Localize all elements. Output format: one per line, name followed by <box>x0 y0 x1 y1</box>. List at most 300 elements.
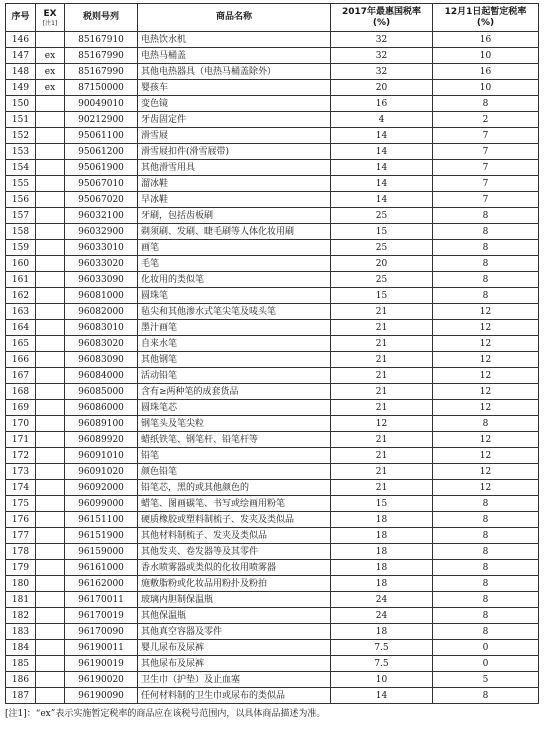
cell-name: 其他尿布及尿裤 <box>138 656 331 672</box>
cell-code: 96083090 <box>65 352 138 368</box>
table-row <box>6 512 539 528</box>
cell-code: 96081000 <box>65 288 138 304</box>
cell-code: 96032900 <box>65 224 138 240</box>
cell-rate-new: 2 <box>433 112 539 128</box>
cell-seq: 174 <box>6 480 36 496</box>
cell-seq: 151 <box>6 112 36 128</box>
table-row <box>6 592 539 608</box>
cell-rate-2017: 21 <box>331 352 433 368</box>
cell-rate-2017: 4 <box>331 112 433 128</box>
cell-rate-new: 8 <box>433 272 539 288</box>
cell-name: 牙齿固定件 <box>138 112 331 128</box>
cell-code: 96170011 <box>65 592 138 608</box>
cell-rate-2017: 15 <box>331 288 433 304</box>
cell-rate-2017: 18 <box>331 512 433 528</box>
cell-code: 90212900 <box>65 112 138 128</box>
cell-ex <box>36 528 65 544</box>
cell-seq: 158 <box>6 224 36 240</box>
cell-name: 其他电热器具（电热马桶盖除外） <box>138 64 331 80</box>
cell-rate-new: 8 <box>433 208 539 224</box>
table-row <box>6 160 539 176</box>
cell-name: 自来水笔 <box>138 336 331 352</box>
cell-seq: 178 <box>6 544 36 560</box>
cell-name: 蜡纸铁笔、钢笔杆、铅笔杆等 <box>138 432 331 448</box>
cell-seq: 162 <box>6 288 36 304</box>
cell-rate-2017: 18 <box>331 624 433 640</box>
cell-rate-2017: 14 <box>331 160 433 176</box>
cell-rate-new: 8 <box>433 96 539 112</box>
cell-seq: 173 <box>6 464 36 480</box>
cell-rate-new: 12 <box>433 448 539 464</box>
cell-rate-new: 8 <box>433 416 539 432</box>
cell-ex <box>36 464 65 480</box>
cell-rate-2017: 25 <box>331 208 433 224</box>
table-row <box>6 144 539 160</box>
cell-rate-new: 8 <box>433 544 539 560</box>
cell-rate-2017: 15 <box>331 496 433 512</box>
cell-code: 96091010 <box>65 448 138 464</box>
cell-code: 96159000 <box>65 544 138 560</box>
cell-code: 96089100 <box>65 416 138 432</box>
cell-rate-2017: 18 <box>331 544 433 560</box>
cell-rate-new: 8 <box>433 288 539 304</box>
cell-name: 墨汁画笔 <box>138 320 331 336</box>
cell-code: 96190019 <box>65 656 138 672</box>
cell-seq: 164 <box>6 320 36 336</box>
cell-rate-new: 8 <box>433 240 539 256</box>
cell-seq: 168 <box>6 384 36 400</box>
cell-seq: 167 <box>6 368 36 384</box>
cell-code: 96092000 <box>65 480 138 496</box>
cell-code: 85167910 <box>65 32 138 48</box>
cell-name: 其他保温瓶 <box>138 608 331 624</box>
cell-ex <box>36 304 65 320</box>
cell-rate-2017: 32 <box>331 48 433 64</box>
cell-name: 其他滑雪用具 <box>138 160 331 176</box>
table-header-row <box>6 4 539 32</box>
cell-name: 香水喷雾器或类似的化妆用喷雾器 <box>138 560 331 576</box>
header-rate-new <box>433 4 539 32</box>
cell-ex <box>36 256 65 272</box>
table-row <box>6 32 539 48</box>
cell-rate-2017: 14 <box>331 144 433 160</box>
cell-rate-new: 8 <box>433 624 539 640</box>
cell-seq: 160 <box>6 256 36 272</box>
header-rate-new-label: 12月1日起暂定税率 <box>444 6 527 17</box>
cell-rate-2017: 21 <box>331 304 433 320</box>
cell-ex <box>36 96 65 112</box>
cell-rate-new: 5 <box>433 672 539 688</box>
cell-rate-2017: 15 <box>331 224 433 240</box>
cell-rate-2017: 7.5 <box>331 656 433 672</box>
cell-code: 96190020 <box>65 672 138 688</box>
table-row <box>6 416 539 432</box>
cell-code: 96083010 <box>65 320 138 336</box>
cell-code: 96099000 <box>65 496 138 512</box>
cell-rate-2017: 20 <box>331 256 433 272</box>
table-row <box>6 688 539 704</box>
cell-name: 圆珠笔芯 <box>138 400 331 416</box>
table-row <box>6 224 539 240</box>
cell-name: 滑雪屐扣件(滑雪屐带) <box>138 144 331 160</box>
cell-name: 其他钢笔 <box>138 352 331 368</box>
cell-ex <box>36 352 65 368</box>
cell-name: 毛笔 <box>138 256 331 272</box>
table-row <box>6 400 539 416</box>
table-row <box>6 432 539 448</box>
cell-seq: 150 <box>6 96 36 112</box>
cell-rate-2017: 21 <box>331 368 433 384</box>
cell-code: 95067020 <box>65 192 138 208</box>
cell-code: 87150000 <box>65 80 138 96</box>
cell-seq: 170 <box>6 416 36 432</box>
cell-ex <box>36 512 65 528</box>
cell-rate-2017: 21 <box>331 384 433 400</box>
cell-rate-new: 8 <box>433 512 539 528</box>
cell-rate-2017: 25 <box>331 272 433 288</box>
cell-name: 其他材料制梳子、发夹及类似品 <box>138 528 331 544</box>
cell-rate-2017: 18 <box>331 576 433 592</box>
cell-ex <box>36 656 65 672</box>
cell-rate-new: 8 <box>433 560 539 576</box>
cell-code: 95061200 <box>65 144 138 160</box>
cell-ex <box>36 448 65 464</box>
table-row <box>6 192 539 208</box>
cell-rate-new: 8 <box>433 528 539 544</box>
cell-ex: ex <box>36 64 65 80</box>
cell-name: 其他真空容器及零件 <box>138 624 331 640</box>
cell-code: 96161000 <box>65 560 138 576</box>
cell-code: 96190011 <box>65 640 138 656</box>
table-row <box>6 672 539 688</box>
header-name: 商品名称 <box>138 4 331 32</box>
cell-ex <box>36 496 65 512</box>
table-row <box>6 560 539 576</box>
cell-ex <box>36 672 65 688</box>
cell-rate-new: 8 <box>433 576 539 592</box>
cell-name: 铅笔 <box>138 448 331 464</box>
cell-rate-2017: 32 <box>331 32 433 48</box>
table-row <box>6 288 539 304</box>
cell-code: 85167990 <box>65 64 138 80</box>
cell-code: 96162000 <box>65 576 138 592</box>
cell-rate-2017: 21 <box>331 336 433 352</box>
table-row <box>6 656 539 672</box>
table-row <box>6 240 539 256</box>
cell-code: 96083020 <box>65 336 138 352</box>
cell-code: 90049010 <box>65 96 138 112</box>
cell-seq: 152 <box>6 128 36 144</box>
cell-rate-new: 12 <box>433 480 539 496</box>
cell-rate-new: 8 <box>433 256 539 272</box>
table-row <box>6 320 539 336</box>
cell-code: 95061100 <box>65 128 138 144</box>
cell-rate-2017: 21 <box>331 448 433 464</box>
table-row <box>6 608 539 624</box>
cell-rate-new: 7 <box>433 192 539 208</box>
cell-name: 早冰鞋 <box>138 192 331 208</box>
cell-rate-new: 8 <box>433 496 539 512</box>
header-ex <box>36 4 65 32</box>
cell-rate-2017: 24 <box>331 592 433 608</box>
cell-seq: 149 <box>6 80 36 96</box>
header-rate-2017-label: 2017年最惠国税率 <box>341 6 422 17</box>
cell-rate-2017: 10 <box>331 672 433 688</box>
cell-ex <box>36 624 65 640</box>
cell-seq: 177 <box>6 528 36 544</box>
cell-ex <box>36 192 65 208</box>
header-seq: 序号 <box>6 4 36 32</box>
cell-seq: 180 <box>6 576 36 592</box>
cell-ex <box>36 208 65 224</box>
cell-rate-2017: 14 <box>331 176 433 192</box>
cell-name: 钢笔头及笔尖粒 <box>138 416 331 432</box>
table-row <box>6 176 539 192</box>
cell-rate-new: 16 <box>433 64 539 80</box>
cell-seq: 181 <box>6 592 36 608</box>
cell-name: 溜冰鞋 <box>138 176 331 192</box>
header-ex-note: [注1] <box>42 19 58 27</box>
cell-code: 96032100 <box>65 208 138 224</box>
cell-ex <box>36 544 65 560</box>
table-row <box>6 64 539 80</box>
cell-ex <box>36 272 65 288</box>
cell-rate-2017: 18 <box>331 560 433 576</box>
cell-seq: 147 <box>6 48 36 64</box>
cell-rate-new: 8 <box>433 592 539 608</box>
cell-rate-2017: 18 <box>331 528 433 544</box>
cell-code: 96033010 <box>65 240 138 256</box>
cell-ex <box>36 32 65 48</box>
table-row <box>6 448 539 464</box>
footnote: [注1]：“ex”表示实施暂定税率的商品应在该税号范围内，以具体商品描述为准。 <box>5 709 326 719</box>
cell-seq: 182 <box>6 608 36 624</box>
cell-code: 96089920 <box>65 432 138 448</box>
table-row <box>6 80 539 96</box>
cell-name: 毡尖和其他渗水式笔尖笔及唛头笔 <box>138 304 331 320</box>
cell-ex <box>36 688 65 704</box>
table-row <box>6 576 539 592</box>
cell-ex <box>36 480 65 496</box>
table-row <box>6 336 539 352</box>
cell-ex <box>36 160 65 176</box>
cell-ex <box>36 592 65 608</box>
cell-name: 施敷脂粉或化妆品用粉扑及粉拍 <box>138 576 331 592</box>
cell-rate-new: 12 <box>433 400 539 416</box>
cell-rate-new: 12 <box>433 368 539 384</box>
cell-seq: 161 <box>6 272 36 288</box>
table-row <box>6 480 539 496</box>
cell-seq: 148 <box>6 64 36 80</box>
cell-rate-new: 12 <box>433 304 539 320</box>
cell-rate-new: 12 <box>433 336 539 352</box>
tariff-table <box>5 3 539 704</box>
cell-seq: 159 <box>6 240 36 256</box>
cell-seq: 176 <box>6 512 36 528</box>
cell-rate-2017: 20 <box>331 80 433 96</box>
cell-rate-2017: 21 <box>331 464 433 480</box>
header-rate-2017 <box>331 4 433 32</box>
cell-ex <box>36 400 65 416</box>
cell-seq: 171 <box>6 432 36 448</box>
cell-ex <box>36 320 65 336</box>
cell-code: 96190090 <box>65 688 138 704</box>
cell-ex <box>36 640 65 656</box>
cell-name: 卫生巾（护垫）及止血塞 <box>138 672 331 688</box>
cell-rate-2017: 12 <box>331 416 433 432</box>
header-rate-new-unit: (%) <box>476 17 495 28</box>
cell-seq: 146 <box>6 32 36 48</box>
cell-seq: 166 <box>6 352 36 368</box>
cell-seq: 165 <box>6 336 36 352</box>
cell-seq: 154 <box>6 160 36 176</box>
cell-rate-new: 8 <box>433 608 539 624</box>
cell-name: 玻璃内胆制保温瓶 <box>138 592 331 608</box>
cell-rate-2017: 32 <box>331 64 433 80</box>
cell-rate-2017: 24 <box>331 608 433 624</box>
cell-rate-new: 12 <box>433 432 539 448</box>
tariff-table-container <box>5 3 539 704</box>
cell-name: 剃须刷、发刷、睫毛刷等人体化妆用刷 <box>138 224 331 240</box>
cell-seq: 156 <box>6 192 36 208</box>
table-row <box>6 352 539 368</box>
cell-name: 化妆用的类似笔 <box>138 272 331 288</box>
cell-seq: 184 <box>6 640 36 656</box>
cell-ex <box>36 576 65 592</box>
cell-name: 牙刷，包括齿板刷 <box>138 208 331 224</box>
header-ex-label: EX <box>43 8 57 19</box>
cell-name: 其他发夹、卷发器等及其零件 <box>138 544 331 560</box>
cell-seq: 175 <box>6 496 36 512</box>
cell-rate-new: 7 <box>433 128 539 144</box>
cell-rate-2017: 14 <box>331 688 433 704</box>
cell-seq: 163 <box>6 304 36 320</box>
table-body <box>6 32 539 704</box>
table-row <box>6 544 539 560</box>
cell-rate-2017: 14 <box>331 192 433 208</box>
cell-name: 铅笔芯，黑的或其他颜色的 <box>138 480 331 496</box>
cell-seq: 169 <box>6 400 36 416</box>
cell-name: 画笔 <box>138 240 331 256</box>
cell-name: 变色镜 <box>138 96 331 112</box>
cell-code: 96086000 <box>65 400 138 416</box>
cell-rate-new: 10 <box>433 80 539 96</box>
cell-ex <box>36 336 65 352</box>
table-row <box>6 48 539 64</box>
cell-rate-2017: 21 <box>331 432 433 448</box>
cell-code: 96085000 <box>65 384 138 400</box>
cell-rate-new: 0 <box>433 656 539 672</box>
cell-rate-new: 8 <box>433 224 539 240</box>
cell-name: 任何材料制的卫生巾或尿布的类似品 <box>138 688 331 704</box>
cell-name: 颜色铅笔 <box>138 464 331 480</box>
cell-ex <box>36 144 65 160</box>
cell-code: 96033020 <box>65 256 138 272</box>
cell-name: 婴儿尿布及尿裤 <box>138 640 331 656</box>
cell-seq: 172 <box>6 448 36 464</box>
cell-rate-new: 12 <box>433 320 539 336</box>
cell-seq: 183 <box>6 624 36 640</box>
cell-seq: 157 <box>6 208 36 224</box>
cell-code: 95067010 <box>65 176 138 192</box>
cell-ex <box>36 224 65 240</box>
table-row <box>6 368 539 384</box>
cell-rate-2017: 25 <box>331 240 433 256</box>
cell-ex: ex <box>36 48 65 64</box>
cell-code: 96084000 <box>65 368 138 384</box>
cell-rate-2017: 16 <box>331 96 433 112</box>
cell-rate-new: 10 <box>433 48 539 64</box>
cell-ex <box>36 128 65 144</box>
cell-rate-new: 8 <box>433 688 539 704</box>
table-row <box>6 464 539 480</box>
cell-code: 96170019 <box>65 608 138 624</box>
cell-seq: 153 <box>6 144 36 160</box>
cell-rate-2017: 21 <box>331 480 433 496</box>
cell-rate-new: 7 <box>433 160 539 176</box>
cell-ex <box>36 416 65 432</box>
cell-rate-new: 7 <box>433 144 539 160</box>
cell-ex <box>36 432 65 448</box>
table-row <box>6 384 539 400</box>
cell-ex <box>36 560 65 576</box>
table-row <box>6 128 539 144</box>
cell-name: 电热饮水机 <box>138 32 331 48</box>
cell-rate-new: 12 <box>433 352 539 368</box>
cell-ex <box>36 384 65 400</box>
cell-seq: 185 <box>6 656 36 672</box>
table-row <box>6 112 539 128</box>
table-row <box>6 304 539 320</box>
cell-name: 婴孩车 <box>138 80 331 96</box>
table-row <box>6 208 539 224</box>
cell-name: 蜡笔、图画碳笔、书写或绘画用粉笔 <box>138 496 331 512</box>
table-row <box>6 624 539 640</box>
cell-code: 95061900 <box>65 160 138 176</box>
cell-name: 活动铅笔 <box>138 368 331 384</box>
cell-code: 96170090 <box>65 624 138 640</box>
cell-rate-2017: 21 <box>331 400 433 416</box>
cell-seq: 179 <box>6 560 36 576</box>
table-row <box>6 640 539 656</box>
cell-code: 96091020 <box>65 464 138 480</box>
cell-code: 96082000 <box>65 304 138 320</box>
cell-rate-new: 16 <box>433 32 539 48</box>
cell-rate-new: 0 <box>433 640 539 656</box>
cell-code: 96033090 <box>65 272 138 288</box>
cell-seq: 187 <box>6 688 36 704</box>
cell-code: 96151900 <box>65 528 138 544</box>
cell-rate-new: 12 <box>433 464 539 480</box>
cell-code: 85167990 <box>65 48 138 64</box>
cell-name: 含有≥两种笔的成套货品 <box>138 384 331 400</box>
cell-ex <box>36 240 65 256</box>
cell-ex: ex <box>36 80 65 96</box>
table-row <box>6 528 539 544</box>
header-code: 税则号列 <box>65 4 138 32</box>
cell-name: 滑雪屐 <box>138 128 331 144</box>
table-row <box>6 272 539 288</box>
cell-ex <box>36 176 65 192</box>
cell-rate-2017: 14 <box>331 128 433 144</box>
cell-ex <box>36 112 65 128</box>
cell-code: 96151100 <box>65 512 138 528</box>
cell-ex <box>36 288 65 304</box>
cell-ex <box>36 608 65 624</box>
table-row <box>6 256 539 272</box>
cell-ex <box>36 368 65 384</box>
cell-seq: 155 <box>6 176 36 192</box>
